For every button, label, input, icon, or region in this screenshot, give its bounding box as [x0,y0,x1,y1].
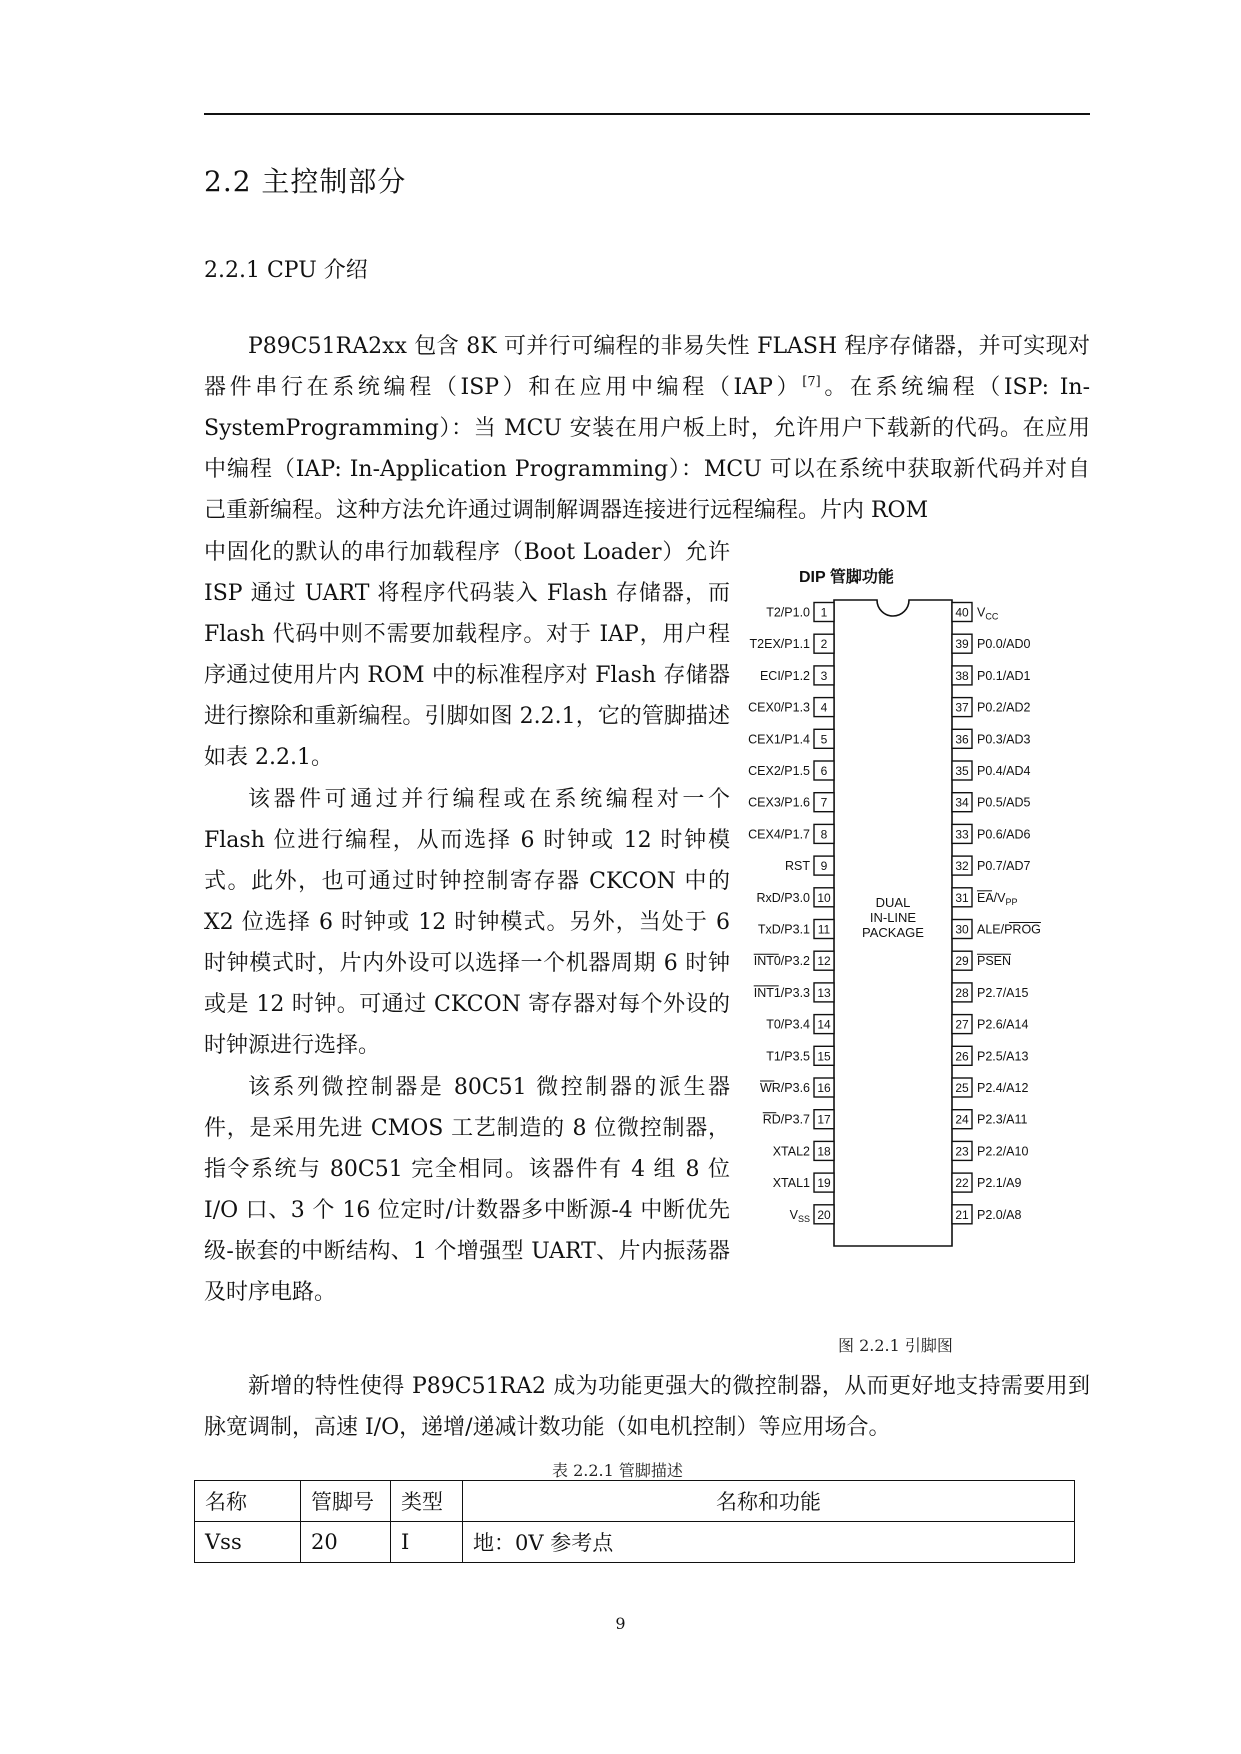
left-pin-number-9: 9 [820,859,828,874]
package-label: DUAL [875,895,911,910]
header-pin-number: 管脚号 [301,1481,391,1522]
paragraph-4: 新增的特性使得 P89C51RA2 成为功能更强大的微控制器，从而更好地支持需要用到脉宽调制，高速 I/O，递增/递减计数功能（如电机控制）等应用场合。 [204,1374,1090,1440]
left-pin-label-12: INT0/P3.2 [753,954,810,969]
right-pin-label-23: P2.2/A10 [977,1144,1029,1159]
left-pin-number-2: 2 [820,637,828,652]
paragraph-1-part-a: P89C51RA2xx 包含 8K 可并行可编程的非易失性 FLASH 程序存储器，并可实现对器件串行在系统编程（ISP）和在应用中编程（IAP） [204,334,1090,400]
left-pin-number-11: 11 [817,922,831,937]
pin-description-table [194,1480,1075,1563]
paragraph-3: 该系列微控制器是 80C51 微控制器的派生器件，是采用先进 CMOS 工艺制造的 8 位微控制器，指令系统与 80C51 完全相同。该器件有 4 组 8 位 I/O 口、3 个 16 位定时/计数器多中断源-4 中断优先级-嵌套的中断结构、1 个增强型 UART、片内振荡器及时序电路。 [204,1075,730,1305]
right-pin-label-36: P0.3/AD3 [977,732,1031,747]
right-pin-number-22: 22 [955,1176,969,1191]
right-pin-label-35: P0.4/AD4 [977,764,1031,778]
right-pin-number-33: 33 [955,827,969,842]
left-pin-number-8: 8 [820,827,828,842]
right-pin-number-25: 25 [955,1081,969,1095]
right-pin-label-28: P2.7/A15 [977,985,1029,1000]
right-pin-number-32: 32 [955,859,969,874]
subsection-heading: 2.2.1 CPU 介绍 [204,258,368,283]
left-pin-label-9: RST [785,859,810,874]
section-heading: 2.2 主控制部分 [204,165,407,198]
right-pin-label-37: P0.2/AD2 [977,700,1031,715]
left-pin-label-7: CEX3/P1.6 [748,795,810,810]
left-pin-label-2: T2EX/P1.1 [749,637,810,652]
left-pin-number-14: 14 [817,1017,831,1032]
left-pin-label-18: XTAL2 [772,1144,810,1159]
left-pin-number-12: 12 [817,954,831,969]
figure-title: DIP 管脚功能 [799,569,894,586]
cell-function: 地：0V 参考点 [463,1522,1075,1563]
right-pin-number-40: 40 [955,605,969,620]
cell-type: I [391,1522,463,1563]
right-pin-label-24: P2.3/A11 [977,1112,1028,1127]
left-pin-number-16: 16 [817,1081,831,1095]
right-pin-number-24: 24 [955,1112,969,1127]
paragraph-1-part-b: 。在系统编程（ISP: In-SystemProgramming）：当 MCU 安装在用户板上时，允许用户下载新的代码。在应用中编程（IAP: In-Application Programming）：MCU 可以在系统中获取新代码并对自己重新编程。这种方法允许通过调制解调器连接进行远程编程。片内 ROM [204,375,1090,523]
right-pin-number-29: 29 [955,954,969,969]
right-pin-number-35: 35 [955,764,969,778]
package-label: PACKAGE [862,925,924,940]
page-number: 9 [615,1614,626,1633]
left-pin-label-10: RxD/P3.0 [756,890,810,905]
table-caption: 表 2.2.1 管脚描述 [552,1461,683,1480]
left-pin-number-15: 15 [817,1049,831,1064]
left-pin-label-11: TxD/P3.1 [757,922,810,937]
paragraph-1-continued: 中固化的默认的串行加载程序（Boot Loader）允许 ISP 通过 UART 将程序代码装入 Flash 存储器，而 Flash 代码中则不需要加载程序。对于 IAP，用户程序通过使用片内 ROM 中的标准程序对 Flash 存储器进行擦除和重新编程。引脚如图 2.2.1，它的管脚描述如表 2.2.1。 [204,540,730,770]
left-pin-number-13: 13 [817,985,831,1000]
right-pin-number-30: 30 [955,922,969,937]
right-pin-number-38: 38 [955,668,969,683]
left-pin-number-5: 5 [820,732,828,747]
left-pin-label-3: ECI/P1.2 [759,668,810,683]
table-row [195,1522,1075,1563]
left-pin-number-19: 19 [817,1176,831,1191]
right-pin-label-26: P2.5/A13 [977,1049,1029,1064]
package-label: IN-LINE [869,910,917,925]
left-pin-label-16: WR/P3.6 [759,1081,810,1095]
left-pin-number-6: 6 [820,764,828,778]
right-pin-label-27: P2.6/A14 [977,1017,1029,1032]
right-pin-label-33: P0.6/AD6 [977,827,1031,842]
cell-name: Vss [195,1522,301,1563]
right-pin-label-30: ALE/PROG [977,922,1041,937]
right-pin-label-31: $EA/V_{PP}$ [977,890,1018,907]
left-pin-label-5: CEX1/P1.4 [748,732,810,747]
left-pin-label-8: CEX4/P1.7 [748,827,810,842]
right-pin-label-38: P0.1/AD1 [977,668,1031,683]
left-pin-number-10: 10 [817,890,831,905]
left-pin-label-14: T0/P3.4 [766,1017,810,1032]
right-pin-number-28: 28 [955,985,969,1000]
left-pin-label-20: $V_{SS}$ [789,1207,810,1224]
header-name: 名称 [195,1481,301,1522]
right-pin-number-31: 31 [955,890,969,905]
right-pin-label-34: P0.5/AD5 [977,795,1031,810]
dip-pinout-figure [744,560,1074,1250]
right-pin-label-25: P2.4/A12 [977,1081,1029,1095]
left-pin-number-18: 18 [817,1144,831,1159]
figure-caption: 图 2.2.1 引脚图 [838,1336,953,1355]
left-pin-label-6: CEX2/P1.5 [748,764,810,778]
right-pin-number-21: 21 [955,1207,969,1222]
left-pin-number-4: 4 [820,700,828,715]
right-pin-label-32: P0.7/AD7 [977,859,1031,874]
right-pin-number-37: 37 [955,700,969,715]
left-pin-number-3: 3 [820,668,828,683]
right-pin-number-27: 27 [955,1017,969,1032]
paragraph-1 [204,326,1090,531]
right-pin-label-21: P2.0/A8 [977,1207,1022,1222]
right-pin-label-29: PSEN [977,954,1012,969]
header-type: 类型 [391,1481,463,1522]
paragraph-2: 该器件可通过并行编程或在系统编程对一个 Flash 位进行编程，从而选择 6 时钟或 12 时钟模式。此外，也可通过时钟控制寄存器 CKCON 中的 X2 位选择 6 时钟或 12 时钟模式。另外，当处于 6 时钟模式时，片内外设可以选择一个机器周期 6 时钟或是 12 时钟。可通过 CKCON 寄存器对每个外设的时钟源进行选择。 [204,787,730,1058]
left-pin-number-17: 17 [817,1112,831,1127]
left-pin-number-1: 1 [820,605,828,620]
left-pin-label-15: T1/P3.5 [766,1049,810,1064]
left-pin-label-17: RD/P3.7 [762,1112,810,1127]
cell-pin-number: 20 [301,1522,391,1563]
right-pin-number-23: 23 [955,1144,969,1159]
right-pin-number-34: 34 [955,795,969,810]
right-pin-label-39: P0.0/AD0 [977,637,1031,652]
right-pin-label-22: P2.1/A9 [977,1176,1022,1191]
right-pin-number-36: 36 [955,732,969,747]
left-pin-label-4: CEX0/P1.3 [748,700,810,715]
right-pin-label-40: $V_{CC}$ [977,605,999,622]
table-header-row [195,1481,1075,1522]
citation-ref: [7] [802,374,821,390]
left-pin-label-1: T2/P1.0 [766,605,810,620]
left-pin-label-13: INT1/P3.3 [753,985,810,1000]
left-pin-number-7: 7 [820,795,828,810]
header-function: 名称和功能 [463,1481,1075,1522]
right-pin-number-39: 39 [955,637,969,652]
left-pin-label-19: XTAL1 [772,1176,810,1191]
header-rule [204,113,1090,115]
right-pin-number-26: 26 [955,1049,969,1064]
left-pin-number-20: 20 [817,1207,831,1222]
